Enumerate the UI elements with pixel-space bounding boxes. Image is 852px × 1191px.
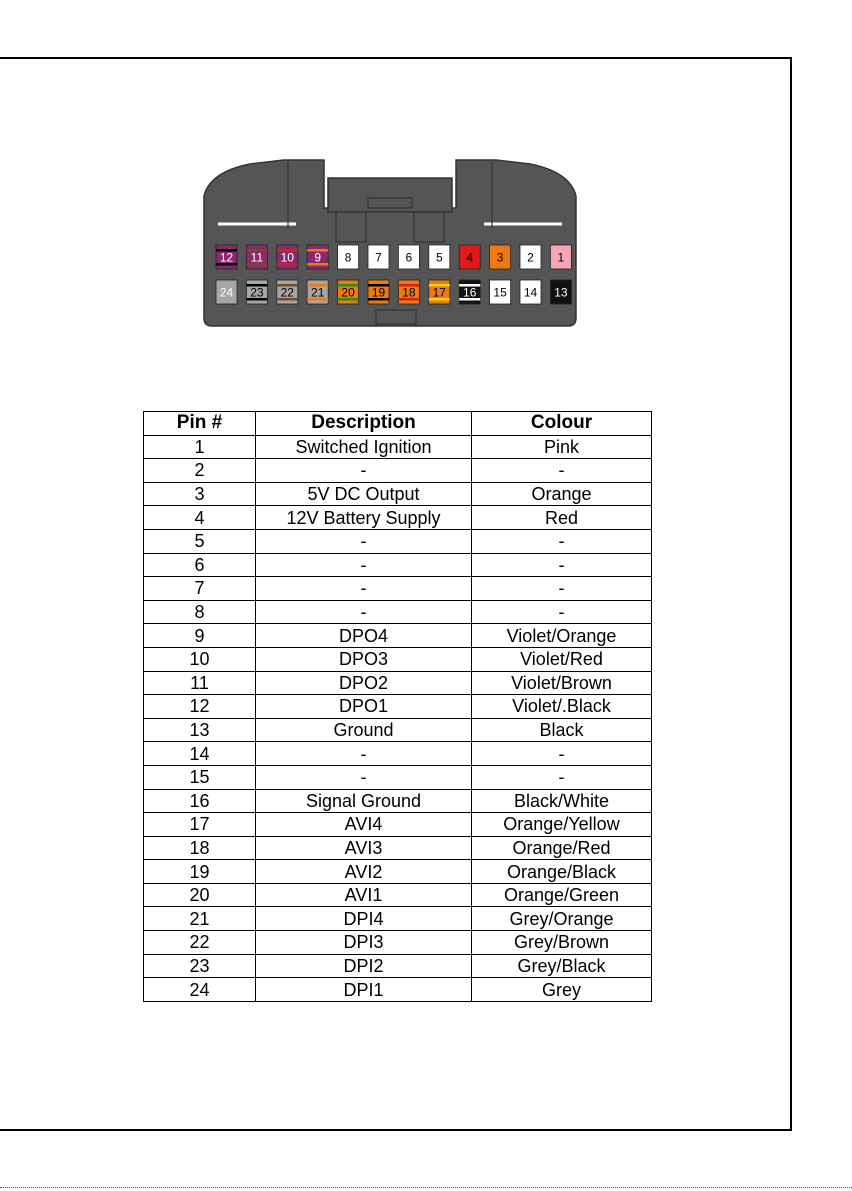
cell-pin: 18 — [144, 836, 256, 860]
cell-description: 12V Battery Supply — [256, 506, 472, 530]
pin-number-label: 8 — [344, 250, 352, 265]
table-row — [144, 553, 652, 577]
cell-pin: 10 — [144, 647, 256, 671]
pin-terminal-13 — [550, 280, 571, 304]
pinout-table — [143, 411, 652, 1002]
pin-terminal-10 — [277, 245, 298, 269]
cell-description: - — [256, 600, 472, 624]
pin-number-label: 11 — [250, 250, 264, 265]
table-row — [144, 506, 652, 530]
pin-number-label: 2 — [527, 250, 534, 265]
cell-colour: Grey/Black — [472, 954, 652, 978]
cell-pin: 21 — [144, 907, 256, 931]
pin-terminal-14 — [520, 280, 541, 304]
cell-pin: 17 — [144, 813, 256, 837]
cell-description: Switched Ignition — [256, 435, 472, 459]
pin-terminal-3 — [490, 245, 511, 269]
cell-pin: 16 — [144, 789, 256, 813]
cell-colour: Violet/Red — [472, 647, 652, 671]
cell-pin: 1 — [144, 435, 256, 459]
pin-terminal-15 — [490, 280, 511, 304]
cell-description: DPI4 — [256, 907, 472, 931]
pin-number-label: 15 — [493, 285, 507, 300]
pin-number-label: 20 — [341, 285, 355, 300]
table-row — [144, 671, 652, 695]
cell-colour: - — [472, 600, 652, 624]
pin-number-label: 12 — [219, 250, 234, 265]
table-row — [144, 954, 652, 978]
table-row — [144, 647, 652, 671]
table-row — [144, 600, 652, 624]
cell-description: DPO2 — [256, 671, 472, 695]
pin-number-label: 17 — [432, 285, 446, 300]
pin-terminal-20 — [338, 280, 359, 304]
table-row — [144, 765, 652, 789]
pin-terminal-4 — [459, 245, 480, 269]
table-row — [144, 435, 652, 459]
pin-terminal-24 — [216, 280, 237, 304]
cell-colour: Violet/Orange — [472, 624, 652, 648]
cell-pin: 9 — [144, 624, 256, 648]
cell-colour: Red — [472, 506, 652, 530]
pin-terminal-16 — [459, 280, 480, 304]
cell-description: Ground — [256, 718, 472, 742]
cell-pin: 5 — [144, 529, 256, 553]
cell-colour: Pink — [472, 435, 652, 459]
pin-terminal-6 — [398, 245, 419, 269]
cell-colour: Orange/Black — [472, 860, 652, 884]
cell-colour: Violet/.Black — [472, 695, 652, 719]
cell-colour: Grey — [472, 978, 652, 1002]
cell-description: Signal Ground — [256, 789, 472, 813]
header-colour: Colour — [472, 412, 652, 436]
cell-pin: 3 — [144, 482, 256, 506]
table-row — [144, 931, 652, 955]
connector-diagram — [200, 158, 580, 328]
pin-terminal-17 — [429, 280, 450, 304]
cell-colour: Orange — [472, 482, 652, 506]
pin-number-label: 4 — [466, 250, 474, 265]
pin-number-label: 6 — [405, 250, 413, 265]
pin-number-label: 19 — [371, 285, 386, 300]
pin-terminal-5 — [429, 245, 450, 269]
cell-pin: 19 — [144, 860, 256, 884]
pin-terminal-23 — [246, 280, 267, 304]
cell-colour: Orange/Green — [472, 883, 652, 907]
pin-number-label: 24 — [219, 285, 234, 300]
table-row — [144, 742, 652, 766]
cell-description: - — [256, 765, 472, 789]
cell-colour: Black — [472, 718, 652, 742]
table-row — [144, 978, 652, 1002]
cell-pin: 7 — [144, 577, 256, 601]
pin-number-label: 18 — [402, 285, 416, 300]
cell-pin: 20 — [144, 883, 256, 907]
pin-number-label: 13 — [554, 285, 568, 300]
cell-pin: 24 — [144, 978, 256, 1002]
cell-description: AVI4 — [256, 813, 472, 837]
cell-colour: Violet/Brown — [472, 671, 652, 695]
table-row — [144, 695, 652, 719]
table-row — [144, 624, 652, 648]
table-row — [144, 482, 652, 506]
cell-pin: 23 — [144, 954, 256, 978]
cell-pin: 15 — [144, 765, 256, 789]
pin-number-label: 5 — [435, 250, 443, 265]
pin-number-label: 23 — [250, 285, 264, 300]
cell-description: AVI2 — [256, 860, 472, 884]
table-row — [144, 860, 652, 884]
cell-description: - — [256, 742, 472, 766]
cell-description: DPO1 — [256, 695, 472, 719]
table-header-row — [144, 412, 652, 436]
cell-pin: 2 — [144, 459, 256, 483]
cell-description: - — [256, 459, 472, 483]
table-row — [144, 883, 652, 907]
pin-terminal-12 — [216, 245, 237, 269]
cell-colour: - — [472, 742, 652, 766]
pin-terminal-9 — [307, 245, 328, 269]
header-description: Description — [256, 412, 472, 436]
cell-pin: 11 — [144, 671, 256, 695]
cell-colour: - — [472, 765, 652, 789]
pin-number-label: 9 — [314, 250, 322, 265]
cell-colour: - — [472, 459, 652, 483]
cell-pin: 8 — [144, 600, 256, 624]
cell-colour: - — [472, 553, 652, 577]
cell-description: AVI1 — [256, 883, 472, 907]
pin-terminal-8 — [338, 245, 359, 269]
cell-description: DPO3 — [256, 647, 472, 671]
cell-pin: 22 — [144, 931, 256, 955]
pin-number-label: 14 — [523, 285, 538, 300]
table-row — [144, 789, 652, 813]
cell-colour: Grey/Orange — [472, 907, 652, 931]
cell-description: DPO4 — [256, 624, 472, 648]
cell-pin: 13 — [144, 718, 256, 742]
pin-number-label: 3 — [496, 250, 504, 265]
cell-pin: 4 — [144, 506, 256, 530]
pin-number-label: 7 — [375, 250, 382, 265]
pin-terminal-22 — [277, 280, 298, 304]
cell-description: - — [256, 529, 472, 553]
cell-colour: - — [472, 529, 652, 553]
cell-description: AVI3 — [256, 836, 472, 860]
cell-colour: Black/White — [472, 789, 652, 813]
table-row — [144, 718, 652, 742]
cell-pin: 6 — [144, 553, 256, 577]
cell-pin: 12 — [144, 695, 256, 719]
table-row — [144, 577, 652, 601]
cell-description: - — [256, 577, 472, 601]
pin-terminal-18 — [398, 280, 419, 304]
page-edge-dotted-line — [0, 1187, 852, 1188]
cell-colour: Grey/Brown — [472, 931, 652, 955]
cell-pin: 14 — [144, 742, 256, 766]
table-row — [144, 907, 652, 931]
header-pin: Pin # — [144, 412, 256, 436]
pin-number-label: 22 — [280, 285, 294, 300]
pin-terminal-19 — [368, 280, 389, 304]
pin-number-label: 1 — [557, 250, 565, 265]
cell-colour: - — [472, 577, 652, 601]
cell-colour: Orange/Red — [472, 836, 652, 860]
table-row — [144, 529, 652, 553]
cell-description: 5V DC Output — [256, 482, 472, 506]
cell-description: DPI3 — [256, 931, 472, 955]
cell-description: DPI2 — [256, 954, 472, 978]
table-row — [144, 813, 652, 837]
pin-terminal-1 — [550, 245, 571, 269]
pin-terminal-2 — [520, 245, 541, 269]
pin-number-label: 10 — [280, 250, 294, 265]
cell-colour: Orange/Yellow — [472, 813, 652, 837]
cell-description: - — [256, 553, 472, 577]
pin-terminal-7 — [368, 245, 389, 269]
pin-terminal-21 — [307, 280, 328, 304]
cell-description: DPI1 — [256, 978, 472, 1002]
pin-terminal-11 — [246, 245, 267, 269]
table-row — [144, 459, 652, 483]
pin-number-label: 21 — [311, 285, 325, 300]
pin-number-label: 16 — [463, 285, 477, 300]
table-row — [144, 836, 652, 860]
